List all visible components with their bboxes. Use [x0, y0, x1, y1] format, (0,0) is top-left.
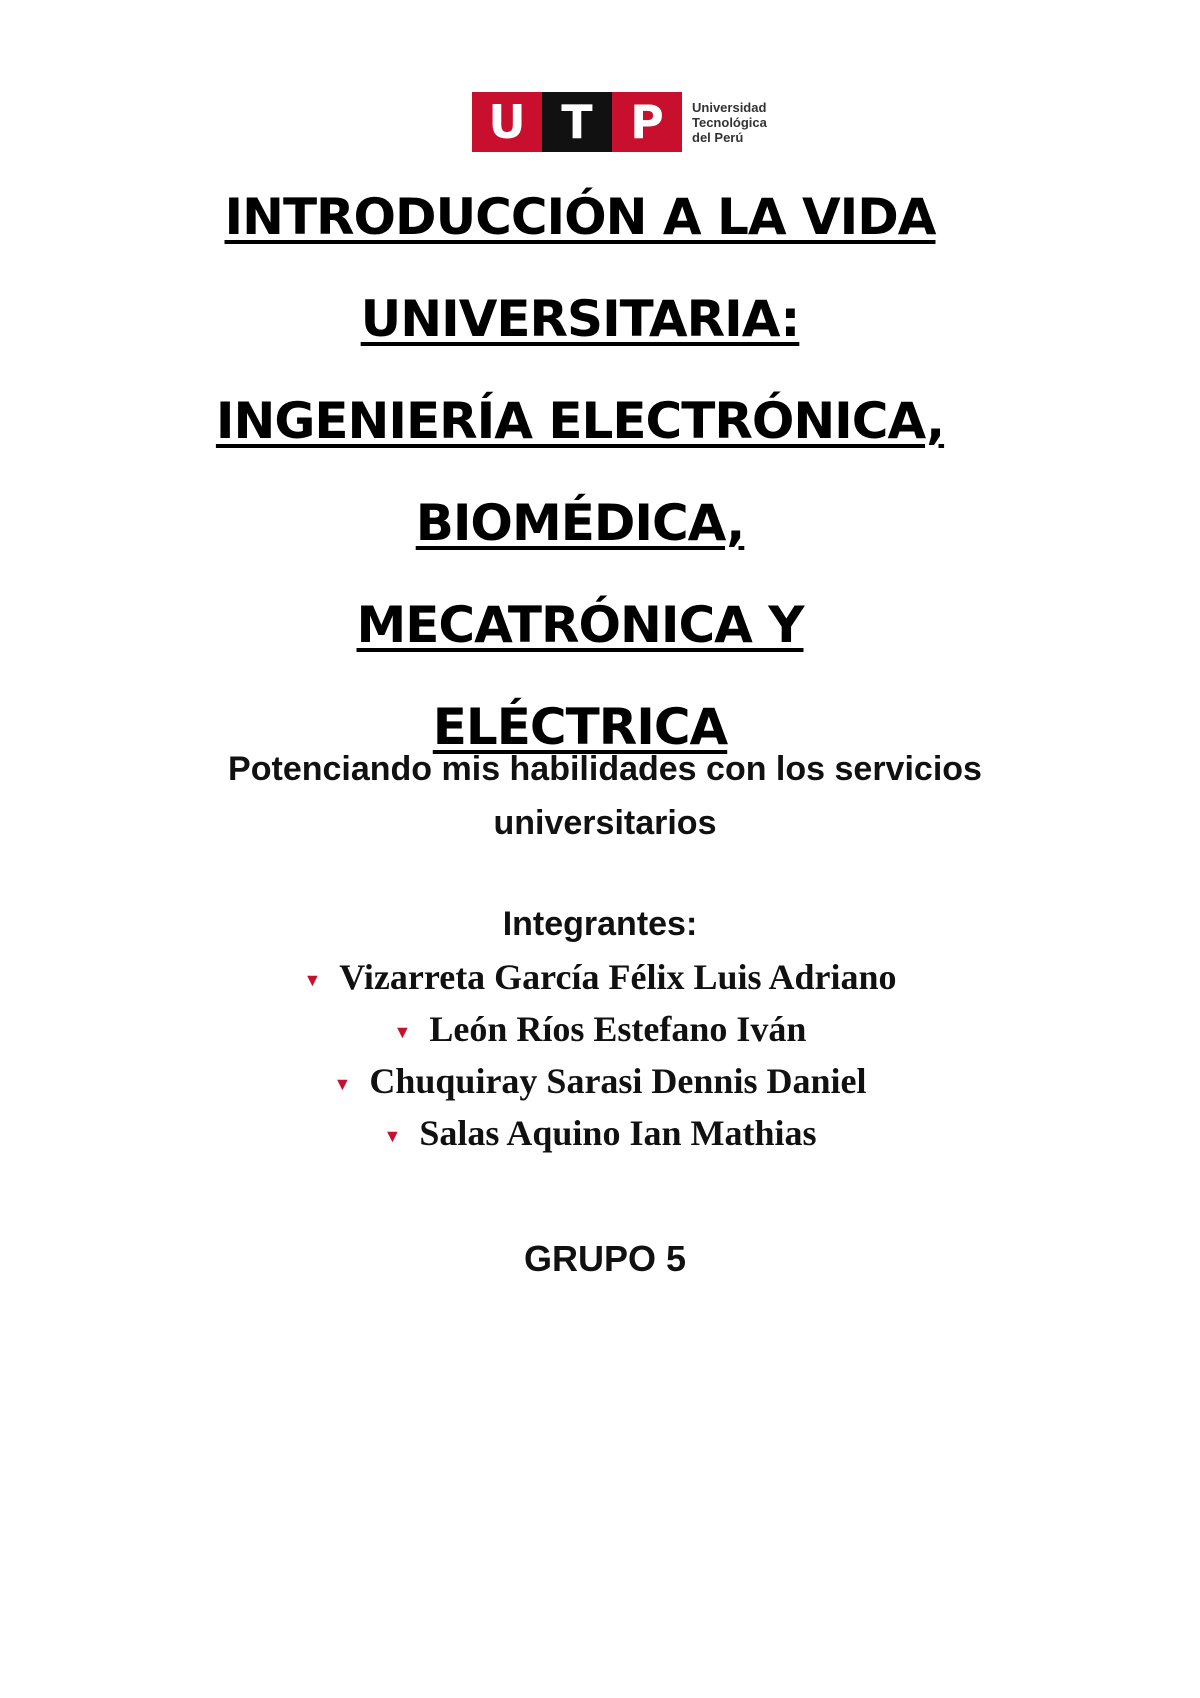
member-item	[0, 1008, 1200, 1050]
group-label: GRUPO 5	[523, 1238, 687, 1279]
title-line	[80, 596, 1080, 654]
title-text: MECATRÓNICA Y	[356, 596, 804, 654]
title-text: INTRODUCCIÓN A LA VIDA	[224, 188, 936, 246]
member-name: León Ríos Estefano Iván	[429, 1009, 807, 1049]
member-name: Chuquiray Sarasi Dennis Daniel	[369, 1061, 867, 1101]
subtitle-line-1: Potenciando mis habilidades con los servicios	[228, 750, 982, 788]
title-line	[80, 494, 1080, 552]
member-item	[0, 1060, 1200, 1102]
arrow-bullet-icon: ▼	[393, 1022, 412, 1043]
title-line	[80, 698, 1080, 756]
integrantes-label: Integrantes:	[502, 905, 698, 943]
title-line	[80, 290, 1080, 348]
subtitle	[100, 742, 1110, 850]
logo-letter-u: U	[472, 92, 542, 152]
member-name: Salas Aquino Ian Mathias	[419, 1113, 817, 1153]
subtitle-line-2: universitarios	[493, 804, 717, 842]
title-text: UNIVERSITARIA:	[360, 290, 800, 348]
member-item	[0, 1112, 1200, 1154]
logo-text-line: Tecnológica	[692, 114, 767, 130]
arrow-bullet-icon: ▼	[303, 970, 322, 991]
title-line	[80, 188, 1080, 246]
title-text: INGENIERÍA ELECTRÓNICA,	[215, 392, 945, 450]
logo-letter-p: P	[612, 92, 682, 152]
logo-text-line: Universidad	[692, 99, 767, 115]
arrow-bullet-icon: ▼	[333, 1074, 352, 1095]
title-text: BIOMÉDICA,	[415, 494, 745, 552]
logo-letter-t: T	[542, 92, 612, 152]
logo-text-line: del Perú	[692, 129, 744, 145]
title-line	[80, 392, 1080, 450]
logo-university-name	[692, 100, 767, 145]
member-item	[0, 956, 1200, 998]
title-text: ELÉCTRICA	[432, 698, 728, 756]
member-name: Vizarreta García Félix Luis Adriano	[339, 957, 897, 997]
arrow-bullet-icon: ▼	[383, 1126, 402, 1147]
utp-logo	[472, 92, 767, 152]
